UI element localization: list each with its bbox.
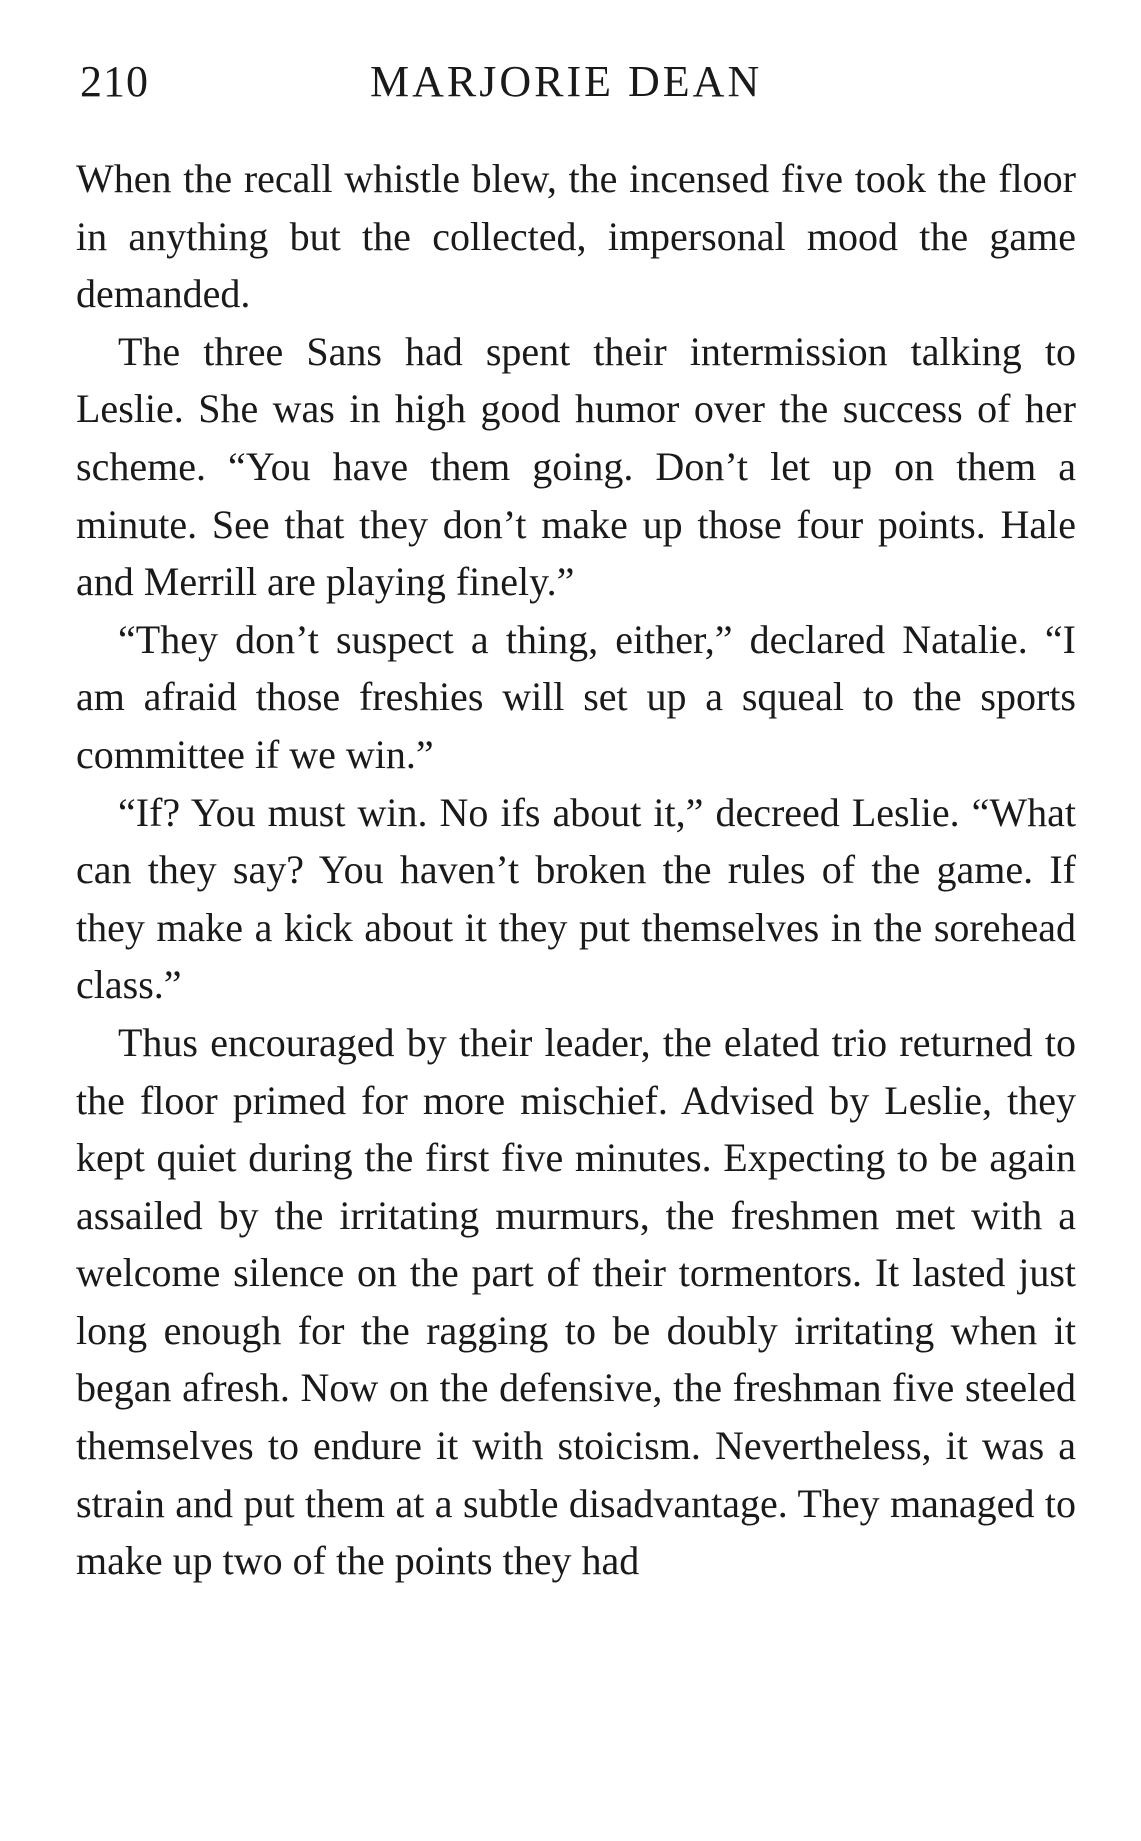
- paragraph-3: “They don’t suspect a thing, either,” declared Natalie. “I am afraid those freshies will set up a squeal to the sports committee if we win.”: [76, 616, 1076, 777]
- page-header: [80, 52, 1080, 112]
- running-title: MARJORIE DEAN: [370, 57, 763, 106]
- page-number: 210: [80, 57, 149, 106]
- paragraph-2: The three Sans had spent their intermission talking to Leslie. She was in high good humor over the success of her scheme. “You have them going. Don’t let up on them a minute. See that they don’t make up those four points. Hale and Merrill are playing finely.”: [76, 328, 1076, 605]
- paragraph-4: “If? You must win. No ifs about it,” decreed Leslie. “What can they say? You haven’t broken the rules of the game. If they make a kick about it they put themselves in the sorehead class.”: [76, 789, 1076, 1008]
- body-text: [76, 150, 1076, 1590]
- paragraph-1: When the recall whistle blew, the incensed five took the floor in anything but the collected, impersonal mood the game demanded.: [76, 156, 1076, 317]
- paragraph-5: Thus encouraged by their leader, the elated trio returned to the floor primed for more mischief. Advised by Leslie, they kept quiet during the first five minutes. Expecting to be again assailed by the irritating murmurs, the freshmen met with a welcome silence on the part of their tormentors. It lasted just long enough for the ragging to be doubly irritating when it began afresh. Now on the defensive, the freshman five steeled themselves to endure it with stoicism. Nevertheless, it was a strain and put them at a subtle disadvantage. They managed to make up two of the points they had: [76, 1019, 1076, 1584]
